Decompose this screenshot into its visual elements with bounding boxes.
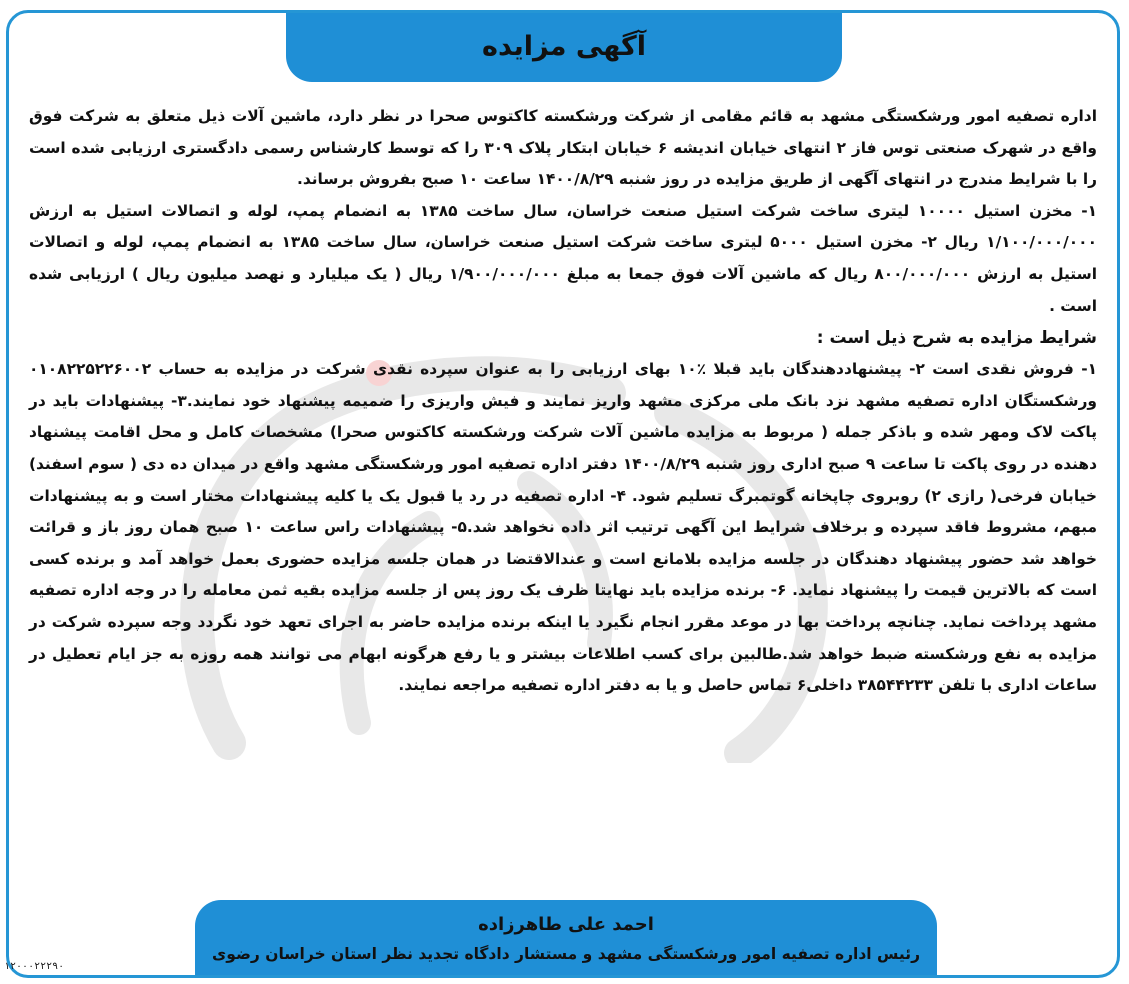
intro-paragraph: اداره تصفیه امور ورشکستگی مشهد به قائم مقامی از شرکت ورشکسته کاکتوس صحرا در نظر دارد، ماشین آلات ذیل متعلق به شرکت فوق واقع در شهرک صنعتی توس فاز ۲ انتهای خیابان اندیشه ۶ خیابان ابتکار پلاک ۳۰۹ را که توسط کارشناس رسمی دادگستری ارزیابی شده است را با شرایط مندرج در انتهای آگهی از طریق مزایده در روز شنبه ۱۴۰۰/۸/۲۹ ساعت ۱۰ صبح بفروش برساند. xyxy=(29,107,1097,189)
conditions-paragraph: ۱- فروش نقدی است ۲- پیشنهاددهندگان باید قبلا ٪۱۰ بهای ارزیابی را به عنوان سپرده نقدی شرکت در مزایده به حساب ۰۱۰۸۲۲۵۲۲۶۰۰۲ ورشکستگان اداره تصفیه مشهد نزد بانک ملی مرکزی مشهد واریز نمایند و فیش واریزی را ضمیمه پیشنهاد خود نمایند.۳- پیشنهادات باید در پاکت لاک ومهر شده و باذکر جمله ( مربوط به مزایده ماشین آلات شرکت ورشکسته کاکتوس صحرا) مشخصات کامل و محل اقامت پیشنهاد دهنده در روی پاکت تا ساعت ۹ صبح اداری روز شنبه ۱۴۰۰/۸/۲۹ دفتر اداره تصفیه امور ورشکستگی مشهد واقع در میدان ده دی ( سوم اسفند) خیابان فرخی( رازی ۲) روبروی چاپخانه گوتمبرگ تسلیم شود. ۴- اداره تصفیه در رد یا قبول یک یا کلیه پیشنهادات مختار است و به پیشنهادات مبهم، مشروط فاقد سپرده و برخلاف شرایط این آگهی ترتیب اثر داده نخواهد شد.۵- پیشنهادات راس ساعت ۱۰ صبح همان روز باز و قرائت خواهد شد حضور پیشنهاد دهندگان در جلسه مزایده بلامانع است و عندالاقتضا در همان جلسه مزایده حضوری بعمل خواهد آمد و برنده کسی است که بالاترین قیمت را پیشنهاد نماید. ۶- برنده مزایده باید نهایتا ظرف یک روز پس از جلسه مزایده بقیه ثمن معامله را در وجه اداره تصفیه مشهد پرداخت نماید. چنانچه پرداخت بها در موعد مقرر انجام نگیرد یا اینکه برنده مزایده حاضر به اجرای تعهد خود نگردد وجه سپرده شرکت در مزایده به نفع ورشکسته ضبط خواهد شد.طالبین برای کسب اطلاعات بیشتر و یا رفع هرگونه ابهام می توانند همه روزه به جز ایام تعطیل در ساعات اداری با تلفن ۳۸۵۴۴۲۳۳ داخلی۶ تماس حاصل و یا به دفتر اداره تصفیه مراجعه نمایند. xyxy=(29,360,1098,695)
reference-code: ۱۲۰۰۰۲۲۲۹۰ xyxy=(4,961,65,972)
title-banner xyxy=(286,10,842,82)
notice-body xyxy=(29,101,1097,702)
signatory-role: رئیس اداره تصفیه امور ورشکستگی مشهد و مستشار دادگاه تجدید نظر استان خراسان رضوی xyxy=(212,945,920,963)
notice-frame xyxy=(6,10,1120,978)
notice-title: آگهی مزایده xyxy=(482,30,646,62)
signatory-name: احمد علی طاهرزاده xyxy=(478,914,654,935)
conditions-heading: شرایط مزایده به شرح ذیل است : xyxy=(816,328,1097,349)
items-paragraph: ۱- مخزن استیل ۱۰۰۰۰ لیتری ساخت شرکت استیل صنعت خراسان، سال ساخت ۱۳۸۵ به انضمام پمپ، لوله و اتصالات استیل به ارزش ۱/۱۰۰/۰۰۰/۰۰۰ ریال ۲- مخزن استیل ۵۰۰۰ لیتری ساخت شرکت استیل صنعت خراسان، سال ساخت ۱۳۸۵ به انضمام پمپ، لوله و اتصالات استیل به ارزش ۸۰۰/۰۰۰/۰۰۰ ریال که ماشین آلات فوق جمعا به مبلغ ۱/۹۰۰/۰۰۰/۰۰۰ ریال ( یک میلیارد و نهصد میلیون ریال ) ارزیابی شده است . xyxy=(29,201,1098,315)
signature-banner xyxy=(195,900,937,978)
